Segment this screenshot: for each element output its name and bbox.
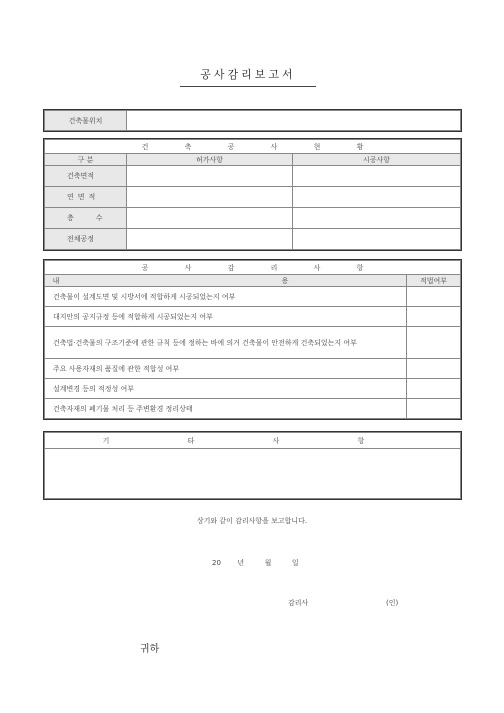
overall-progress-construction-field[interactable]: [293, 229, 461, 250]
inspection-header-content: 내 용: [45, 275, 407, 287]
inspection-item: 건축자재의 폐기물 처리 등 주변환경 정리상태: [45, 399, 407, 419]
location-value-field[interactable]: [127, 111, 461, 131]
inspection-item: 건축법·건축물의 구조기준에 관한 규칙 등에 정하는 바에 의거 건축물이 안전하게 건축되었는지 여부: [45, 327, 407, 359]
supervisor-label: 감리사: [288, 599, 309, 607]
total-floor-area-permit-field[interactable]: [127, 187, 293, 208]
location-label: 건축물위치: [45, 111, 127, 131]
status-header-construction: 시공사항: [293, 154, 461, 166]
inspection-item: 건축물이 설계도면 및 시방서에 적합하게 시공되었는지 여부: [45, 287, 407, 307]
location-table: [44, 110, 461, 131]
addressee-label: 귀하: [140, 644, 160, 655]
legality-field-4[interactable]: [407, 359, 461, 379]
building-area-permit-field[interactable]: [127, 166, 293, 187]
inspection-item: 주요 사용자재의 품질에 관한 적합성 여부: [45, 359, 407, 379]
legality-field-1[interactable]: [407, 287, 461, 307]
inspection-items-table: [44, 260, 461, 419]
legality-field-6[interactable]: [407, 399, 461, 419]
other-matters-field[interactable]: [45, 449, 461, 499]
legality-field-3[interactable]: [407, 327, 461, 359]
overall-progress-permit-field[interactable]: [127, 229, 293, 250]
inspection-header-legality: 적법여부: [407, 275, 461, 287]
building-area-construction-field[interactable]: [293, 166, 461, 187]
inspection-item: 설계변경 등의 적정성 여부: [45, 379, 407, 399]
title-underline: [180, 86, 316, 87]
date-month-label: 월: [264, 559, 272, 567]
date-year-label: 년: [237, 559, 245, 567]
legality-field-5[interactable]: [407, 379, 461, 399]
legality-field-2[interactable]: [407, 307, 461, 327]
date-century: 20: [212, 559, 221, 567]
row-label-total-floor-area: 연면적: [45, 187, 127, 208]
status-header-permit: 허가사항: [127, 154, 293, 166]
status-header-category: 구 분: [45, 154, 127, 166]
document-title: 공사감리보고서: [200, 68, 296, 81]
seal-label: (인): [386, 599, 399, 607]
row-label-floors: 층수: [45, 208, 127, 229]
construction-status-table: [44, 139, 461, 250]
floors-construction-field[interactable]: [293, 208, 461, 229]
inspection-section-title: 공 사 감 리 사 항: [45, 261, 461, 275]
inspection-item: 대지안의 공지규정 등에 적합하게 시공되었는지 여부: [45, 307, 407, 327]
row-label-building-area: 건축면적: [45, 166, 127, 187]
other-section-title: 기 타 사 항: [45, 433, 461, 449]
floors-permit-field[interactable]: [127, 208, 293, 229]
confirmation-text: 상기와 같이 감리사항을 보고합니다.: [196, 517, 308, 525]
date-day-label: 일: [291, 559, 299, 567]
row-label-overall-progress: 전체공정: [45, 229, 127, 250]
status-section-title: 건 축 공 사 현 황: [45, 140, 461, 154]
total-floor-area-construction-field[interactable]: [293, 187, 461, 208]
other-matters-table: [44, 432, 461, 499]
report-date: [212, 558, 299, 568]
